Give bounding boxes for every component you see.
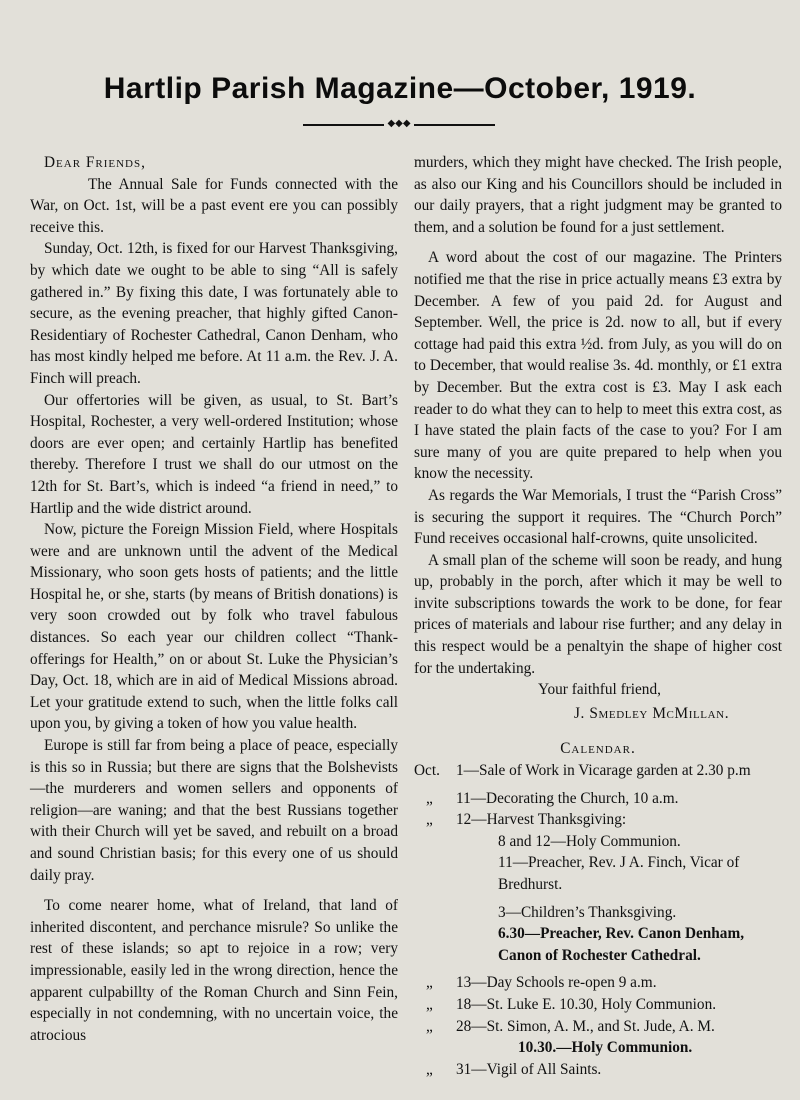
right-column <box>414 152 782 1080</box>
left-column <box>30 152 398 1046</box>
paragraph: murders, which they might have checked. The Irish people, as also our King and his Councillors should be included in our daily prayers, that a right judgment may be granted to them, and a solution be found for a just settlement. <box>414 154 782 236</box>
calendar-entry <box>414 994 782 1016</box>
paragraph: Our offertories will be given, as usual, to St. Bart’s Hospital, Rochester, a very well-ordered Institution; whose doors are ever open; and certainly Hartlip has benefited thereby. Therefore I trust we shall do our utmost on the 12th for St. Bart’s, which is indeed “a friend in need,” to Hartlip and the wide district around. <box>30 391 398 517</box>
calendar-entry <box>414 760 782 782</box>
calendar-subentry: 3—Children’s Thanksgiving. <box>498 903 677 921</box>
paragraph: Sunday, Oct. 12th, is fixed for our Harvest Thanksgiving, by which date we ought to be able to sing “All is safely gathered in.” By fixing this date, I was fortunately able to secure, as the evening preacher, that highly gifted Canon-Residentiary of Rochester Cathedral, Canon Denham, who has most kindly helped me before. At 11 a.m. the Rev. J. A. Finch will preach. <box>30 240 398 387</box>
calendar-month: Oct. <box>414 762 440 780</box>
calendar <box>414 738 782 1080</box>
calendar-text: 11—Decorating the Church, 10 a.m. <box>456 789 679 807</box>
calendar-entry <box>414 1016 782 1038</box>
closing: Your faithful friend, <box>538 681 661 699</box>
paragraph: A small plan of the scheme will soon be ready, and hung up, probably in the porch, after which it may be well to invite subscriptions towards the work to be done, for fear prices of materials and labour rise further; and any delay in this respect would be a penaltyin the shape of higher cost for the undertaking. <box>414 551 782 677</box>
page-title: Hartlip Parish Magazine—October, 1919. <box>103 72 697 105</box>
greeting: Dear Friends, <box>44 154 146 171</box>
paragraph: A word about the cost of our magazine. The Printers notified me that the rise in price actually means £3 extra by December. A few of you paid 2d. for August and September. Well, the price is 2d. now to all, but if every cottage had paid this extra ½d. from July, as you will do on to December, that would realise 3s. 4d. monthly, or £1 extra by December. But the extra cost is £3. May I ask each reader to do what they can to help to meet this extra cost, as I have stated the plain facts of the case to you? For I am sure many of you are quite prepared to help when you know the necessity. <box>414 249 782 483</box>
calendar-entry <box>414 1059 782 1081</box>
paragraph: To come nearer home, what of Ireland, that land of inherited discontent, and perchance misrule? So unlike the rest of these islands; so apt to rejoice in a row; very impressionable, easily led in the wrong direction, hence the apparent culpabillty of the Roman Church and Sinn Fein, especially in not condemning, with no uncertain voice, the atrocious <box>30 897 398 1044</box>
ditto-mark: „ <box>426 974 433 992</box>
calendar-subentry: 10.30.—Holy Communion. <box>518 1039 693 1057</box>
calendar-heading: Calendar. <box>560 740 636 758</box>
calendar-text: 13—Day Schools re-open 9 a.m. <box>456 974 657 992</box>
calendar-text: 18—St. Luke E. 10.30, Holy Communion. <box>456 995 717 1013</box>
calendar-text: 28—St. Simon, A. M., and St. Jude, A. M. <box>456 1017 715 1035</box>
calendar-text: 31—Vigil of All Saints. <box>456 1060 602 1078</box>
calendar-entry <box>414 972 782 994</box>
rule-ornament: ◆◆◆ <box>384 119 414 129</box>
calendar-subentry: 11—Preacher, Rev. J A. Finch, Vicar of Bredhurst. <box>498 854 740 893</box>
ditto-mark: „ <box>426 995 433 1013</box>
paragraph: As regards the War Memorials, I trust the “Parish Cross” is securing the support it requires. The “Church Porch” Fund receives occasional half-crowns, quite unsolicited. <box>414 486 782 548</box>
calendar-entry <box>414 788 782 810</box>
calendar-text: 1—Sale of Work in Vicarage garden at 2.30 p.m <box>456 762 751 780</box>
calendar-text: 12—Harvest Thanksgiving: <box>456 811 627 829</box>
calendar-subentry: 8 and 12—Holy Communion. <box>498 832 681 850</box>
signature: J. Smedley McMillan. <box>574 704 730 722</box>
paragraph: Europe is still far from being a place of peace, especially is this so in Russia; but there are signs that the Bolshevists—the murderers and women sellers and opponents of religion—are waning; and that the best Russians together with their Church will yet be saved, and rebuilt on a broad and sound Christian basis; for this every one of us should daily pray. <box>30 737 398 884</box>
calendar-subentry: 6.30—Preacher, Rev. Canon Denham, Canon of Rochester Cathedral. <box>498 925 745 964</box>
ditto-mark: „ <box>426 811 433 829</box>
paragraph: The Annual Sale for Funds connected with the War, on Oct. 1st, will be a past event ere you can possibly receive this. <box>30 175 398 236</box>
calendar-entry <box>414 809 782 831</box>
ditto-mark: „ <box>426 1017 433 1035</box>
paragraph: Now, picture the Foreign Mission Field, where Hospitals were and are unknown until the advent of the Medical Missionary, who soon gets hosts of patients; and the little Hospital he, or she, starts (by means of British donations) is very soon crowded out by folk who travel fabulous distances. So each year our children collect “Thank-offerings for Health,” on or about St. Luke the Physician’s Day, Oct. 18, which are in aid of Medical Missions abroad. Let your gratitude extend to such, when the little folks call upon you, by giving a token of how you value health. <box>30 521 398 733</box>
ditto-mark: „ <box>426 1060 433 1078</box>
ditto-mark: „ <box>426 789 433 807</box>
